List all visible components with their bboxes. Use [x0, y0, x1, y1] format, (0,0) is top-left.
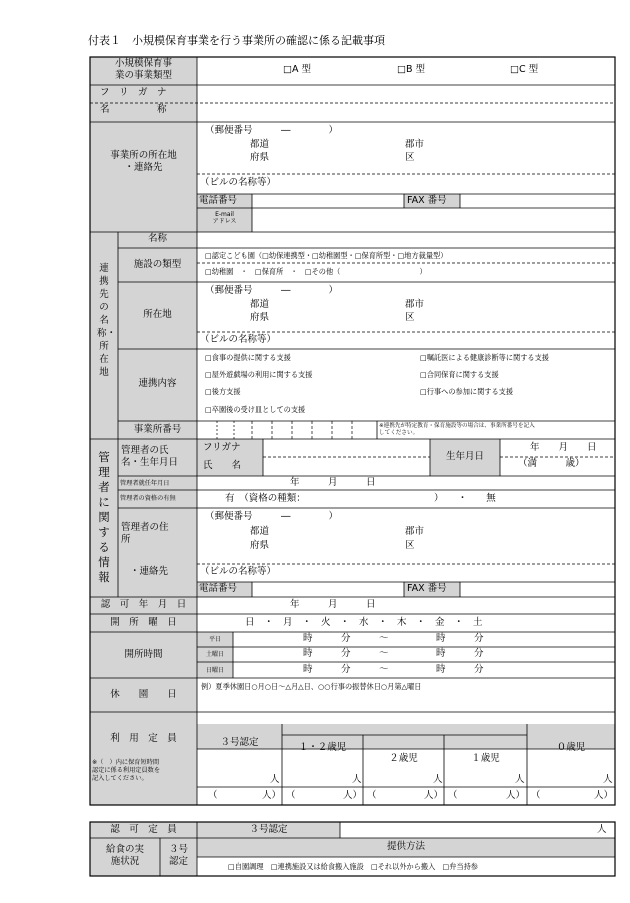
todofuken-label: 府県 — [250, 312, 270, 323]
paren-open: （ — [286, 790, 296, 801]
birth-ymd[interactable]: 年 月 日 — [530, 442, 597, 453]
meal-cert3-label: ３号 認定 — [168, 844, 188, 867]
coop-content-label: 連携内容 — [138, 378, 177, 389]
meal-method-options[interactable]: □自園調理 □連携施設又は給食搬入施設 □それ以外から搬入 □弁当持参 — [228, 862, 478, 871]
tenure-date[interactable]: 年 月 日 — [290, 477, 376, 488]
cap-age0-person[interactable]: 人 — [603, 774, 613, 785]
coop-side-label: 連携先の名称・所在地 — [97, 263, 117, 378]
coop-option-backup[interactable]: □後方支援 — [205, 387, 241, 396]
tenure-label: 管理者就任年月日 — [120, 480, 170, 487]
manager-address-label: 管理者の住 所 — [121, 522, 169, 545]
building-field[interactable]: （ビルの名称等） — [200, 177, 277, 188]
qualification-label: 管理者の資格の有無 — [120, 495, 176, 502]
manager-shimei-label: 氏 名 — [203, 460, 242, 471]
furigana-field[interactable] — [200, 88, 612, 102]
fax-label: FAX 番号 — [407, 195, 447, 206]
cap-age0-short[interactable]: 人） — [594, 790, 614, 801]
cap-age1-short[interactable]: 人） — [506, 790, 526, 801]
gunshi-label: 郡市 — [405, 299, 425, 310]
office-number-field[interactable] — [198, 422, 376, 438]
cap-age1-person[interactable]: 人 — [515, 774, 525, 785]
sunday-label: 日曜日 — [205, 667, 224, 674]
qualification-value[interactable]: 有 （資格の種類： ） ・ 無 — [225, 493, 496, 504]
cap-cert3-short[interactable]: 人） — [262, 790, 282, 801]
birth-age[interactable]: （満 歳） — [518, 458, 585, 469]
weekday-label: 平日 — [208, 636, 221, 643]
name-field[interactable] — [200, 105, 612, 121]
name-label: 名 称 — [100, 104, 167, 115]
postal-field[interactable]: （郵便番号 ― ） — [205, 125, 339, 136]
capacity-note: ※（ ）内に保育短時間 認定に係る利用定員数を 記入してください。 — [92, 759, 161, 782]
facility-type-label: 施設の類型 — [133, 259, 182, 270]
manager-phone-label: 電話番号 — [199, 583, 238, 594]
gunshi-label: 区 — [405, 152, 415, 163]
cap-age2-short[interactable]: 人） — [424, 790, 444, 801]
type-label: 小規模保育事 業の事業類型 — [114, 58, 172, 81]
coop-option-playground[interactable]: □屋外遊戯場の利用に関する支援 — [205, 370, 313, 379]
paren-open: （ — [531, 790, 541, 801]
coop-option-events[interactable]: □行事への参加に関する支援 — [420, 387, 514, 396]
type-c-checkbox[interactable]: □C 型 — [510, 64, 539, 75]
coop-option-health[interactable]: □嘱託医による健康診断等に関する支援 — [420, 353, 549, 362]
approved-date-label: 認 可 年 月 日 — [100, 599, 187, 610]
address-label: 事業所の所在地 ・連絡先 — [110, 150, 177, 173]
coop-option-meal[interactable]: □食事の提供に関する支援 — [205, 353, 291, 362]
manager-name-label: 管理者の氏 名・生年月日 — [121, 445, 179, 468]
todofuken-label: 都道 — [250, 526, 270, 537]
saturday-hours[interactable]: 時 分 ～ 時 分 — [303, 648, 484, 659]
facility-option-1[interactable]: □認定こども園（□幼保連携型・□幼稚園型・□保育所型・□地方裁量型） — [205, 251, 448, 260]
office-number-label: 事業所番号 — [133, 424, 182, 435]
open-days-value[interactable]: 日 ・ 月 ・ 火 ・ 水 ・ 木 ・ 金 ・ 土 — [245, 617, 483, 628]
cert3-header: ３号認定 — [220, 737, 259, 748]
age0-header: ０歳児 — [556, 742, 586, 753]
manager-fax-label: FAX 番号 — [407, 583, 447, 594]
todofuken-label: 府県 — [250, 152, 270, 163]
paren-open: （ — [367, 790, 377, 801]
cap-age12-short[interactable]: 人） — [343, 790, 363, 801]
phone-label: 電話番号 — [199, 195, 238, 206]
birth-label: 生年月日 — [445, 451, 484, 462]
office-number-note: ※連携先が特定教育・保育施設等の場合は、事業所番号を記入 してください。 — [379, 423, 535, 436]
gunshi-label: 区 — [405, 540, 415, 551]
cap-age12-person[interactable]: 人 — [352, 774, 362, 785]
approved-date-value[interactable]: 年 月 日 — [290, 599, 376, 610]
manager-postal-field[interactable]: （郵便番号 ― ） — [205, 511, 339, 522]
sunday-hours[interactable]: 時 分 ～ 時 分 — [303, 664, 484, 675]
closed-days-example[interactable]: 例）夏季休園日○月○日～△月△日、○○行事の振替休日○月第△曜日 — [201, 682, 422, 691]
gunshi-label: 郡市 — [405, 139, 425, 150]
approved-capacity-person[interactable]: 人 — [597, 824, 607, 835]
coop-location-label: 所在地 — [143, 309, 172, 320]
todofuken-label: 都道 — [250, 139, 270, 150]
page-title: 付表１ 小規模保育事業を行う事業所の確認に係る記載事項 — [88, 34, 385, 47]
paren-open: （ — [448, 790, 458, 801]
capacity-label: 利 用 定 員 — [110, 733, 177, 744]
age2-header: ２歳児 — [389, 753, 418, 764]
todofuken-label: 府県 — [250, 540, 270, 551]
gunshi-label: 区 — [405, 312, 415, 323]
cap-cert3-person[interactable]: 人 — [270, 774, 280, 785]
manager-contact-label: ・連絡先 — [130, 566, 169, 577]
email-label: E-mail アドレス — [212, 211, 237, 225]
meal-method-header: 提供方法 — [386, 841, 425, 852]
coop-option-joint[interactable]: □合同保育に関する支援 — [420, 370, 499, 379]
manager-side-label: 管理者に関する情報 — [98, 450, 110, 584]
type-b-checkbox[interactable]: □B 型 — [397, 64, 426, 75]
age12-header: １・２歳児 — [298, 742, 347, 753]
furigana-label: フ リ ガ ナ — [100, 87, 167, 98]
approved-cert3-label: ３号認定 — [249, 824, 288, 835]
approved-capacity-label: 認 可 定 員 — [110, 824, 177, 835]
type-a-checkbox[interactable]: □A 型 — [283, 64, 311, 75]
gunshi-label: 郡市 — [405, 526, 425, 537]
meal-label: 給食の実 施状況 — [105, 844, 144, 867]
coop-name-label: 名称 — [147, 233, 167, 244]
saturday-label: 土曜日 — [205, 651, 224, 658]
facility-option-2[interactable]: □幼稚園 ・ □保育所 ・ □その他（ ） — [205, 267, 427, 276]
paren-open: （ — [208, 790, 218, 801]
closed-days-label: 休 園 日 — [110, 689, 177, 700]
todofuken-label: 都道 — [250, 299, 270, 310]
coop-option-graduation[interactable]: □卒園後の受け皿としての支援 — [205, 405, 306, 414]
open-hours-label: 開所時間 — [124, 649, 163, 660]
cap-age2-person[interactable]: 人 — [433, 774, 443, 785]
weekday-hours[interactable]: 時 分 ～ 時 分 — [303, 633, 484, 644]
manager-furigana-label: フリガナ — [203, 442, 241, 453]
open-days-label: 開 所 曜 日 — [110, 617, 177, 628]
coop-building-field[interactable]: （ビルの名称等） — [200, 334, 277, 345]
coop-postal-field[interactable]: （郵便番号 ― ） — [205, 285, 339, 296]
age1-header: １歳児 — [471, 753, 500, 764]
manager-building-field[interactable]: （ビルの名称等） — [200, 566, 277, 577]
